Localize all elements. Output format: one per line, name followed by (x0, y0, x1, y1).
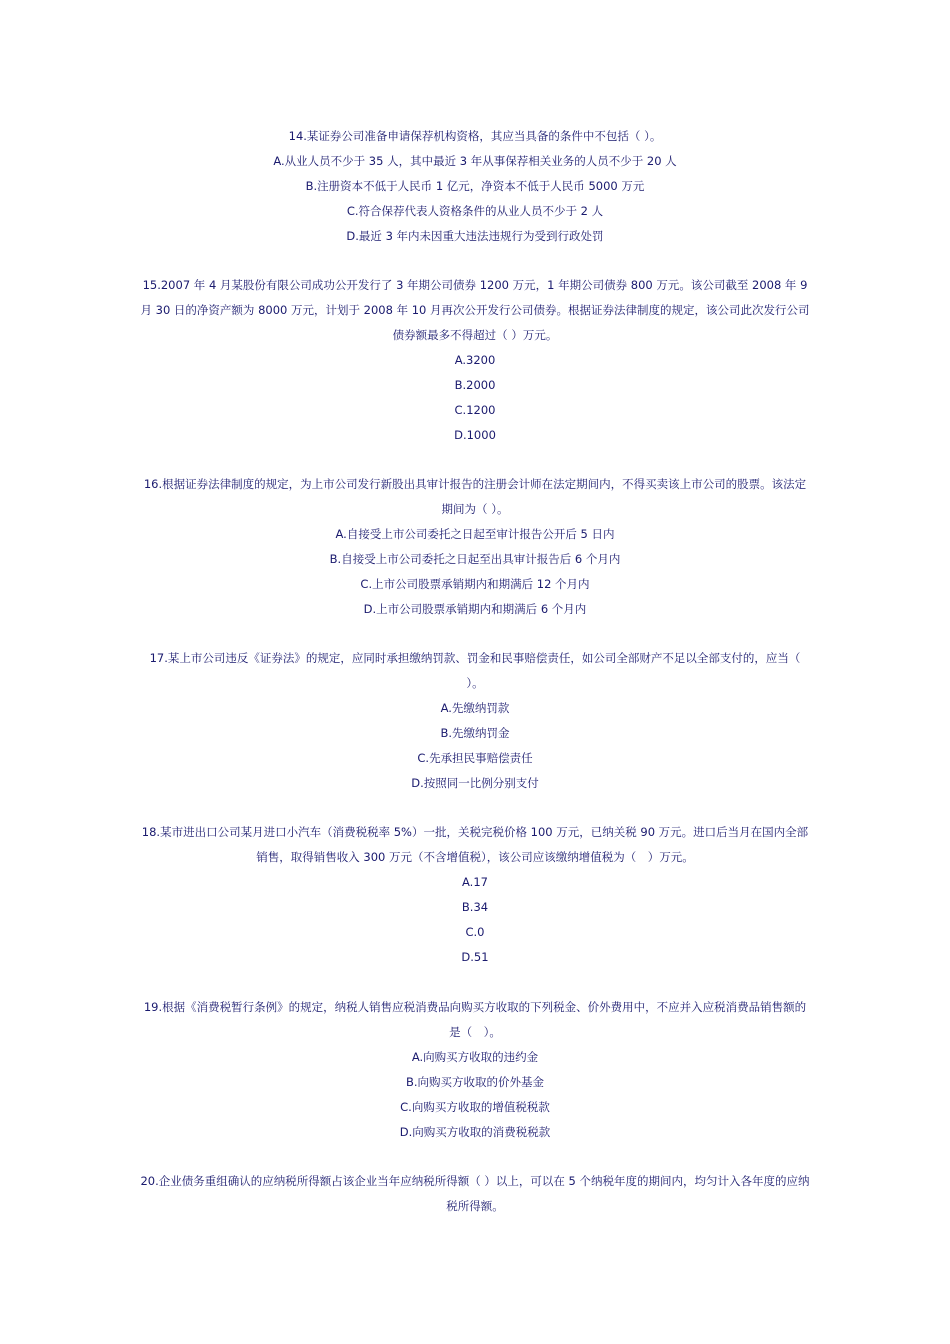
option-d: D.按照同一比例分别支付 (411, 776, 539, 790)
question-15 (140, 273, 810, 448)
option-a: A.从业人员不少于 35 人，其中最近 3 年从事保荐相关业务的人员不少于 20 人 (273, 154, 677, 168)
question-stem: 17.某上市公司违反《证券法》的规定，应同时承担缴纳罚款、罚金和民事赔偿责任，如公司全部财产不足以全部支付的，应当（ ）。 (149, 651, 801, 690)
question-14 (140, 124, 810, 249)
option-b: B.向购买方收取的价外基金 (405, 1075, 545, 1089)
option-a: A.先缴纳罚款 (440, 701, 510, 715)
option-d: D.上市公司股票承销期内和期满后 6 个月内 (363, 602, 587, 616)
option-b: B.先缴纳罚金 (440, 726, 510, 740)
option-d: D.1000 (454, 428, 496, 442)
question-stem: 18.某市进出口公司某月进口小汽车（消费税税率 5%）一批，关税完税价格 100 万元，已纳关税 90 万元。进口后当月在国内全部销售，取得销售收入 300 万元（不含增值税），该公司应该缴纳增值税为（ ）万元。 (141, 825, 809, 864)
question-17 (140, 646, 810, 796)
option-c: C.上市公司股票承销期内和期满后 12 个月内 (360, 577, 590, 591)
question-18 (140, 820, 810, 970)
option-d: D.向购买方收取的消费税税款 (399, 1125, 551, 1139)
option-a: A.自接受上市公司委托之日起至审计报告公开后 5 日内 (335, 527, 615, 541)
question-stem: 19.根据《消费税暂行条例》的规定，纳税人销售应税消费品向购买方收取的下列税金、价外费用中，不应并入应税消费品销售额的是（ ）。 (143, 1000, 807, 1039)
question-19 (140, 995, 810, 1145)
question-stem: 15.2007 年 4 月某股份有限公司成功公开发行了 3 年期公司债券 1200 万元，1 年期公司债券 800 万元。该公司截至 2008 年 9 月 30 日的净资产额为 8000 万元，计划于 2008 年 10 月再次公开发行公司债券。根据证券法律制度的规定，该公司此次发行公司债券额最多不得超过（ ）万元。 (140, 278, 810, 342)
question-stem: 20.企业债务重组确认的应纳税所得额占该企业当年应纳税所得额（ ）以上，可以在 5 个纳税年度的期间内，均匀计入各年度的应纳税所得额。 (140, 1174, 810, 1213)
question-16 (140, 472, 810, 622)
option-c: C.0 (465, 925, 485, 939)
option-a: A.向购买方收取的违约金 (411, 1050, 539, 1064)
option-c: C.1200 (454, 403, 496, 417)
option-c: C.向购买方收取的增值税税款 (400, 1100, 550, 1114)
option-b: B.注册资本不低于人民币 1 亿元，净资本不低于人民币 5000 万元 (305, 179, 645, 193)
option-b: B.自接受上市公司委托之日起至出具审计报告后 6 个月内 (329, 552, 621, 566)
option-c: C.符合保荐代表人资格条件的从业人员不少于 2 人 (346, 204, 604, 218)
option-d: D.最近 3 年内未因重大违法违规行为受到行政处罚 (346, 229, 604, 243)
option-a: A.17 (462, 875, 488, 889)
option-c: C.先承担民事赔偿责任 (417, 751, 533, 765)
option-b: B.34 (461, 900, 489, 914)
question-stem: 14.某证券公司准备申请保荐机构资格，其应当具备的条件中不包括（ ）。 (288, 129, 662, 143)
question-20 (140, 1169, 810, 1219)
option-d: D.51 (461, 950, 489, 964)
option-b: B.2000 (454, 378, 496, 392)
option-a: A.3200 (454, 353, 496, 367)
question-stem: 16.根据证券法律制度的规定，为上市公司发行新股出具审计报告的注册会计师在法定期间内，不得买卖该上市公司的股票。该法定期间为（ ）。 (143, 477, 807, 516)
